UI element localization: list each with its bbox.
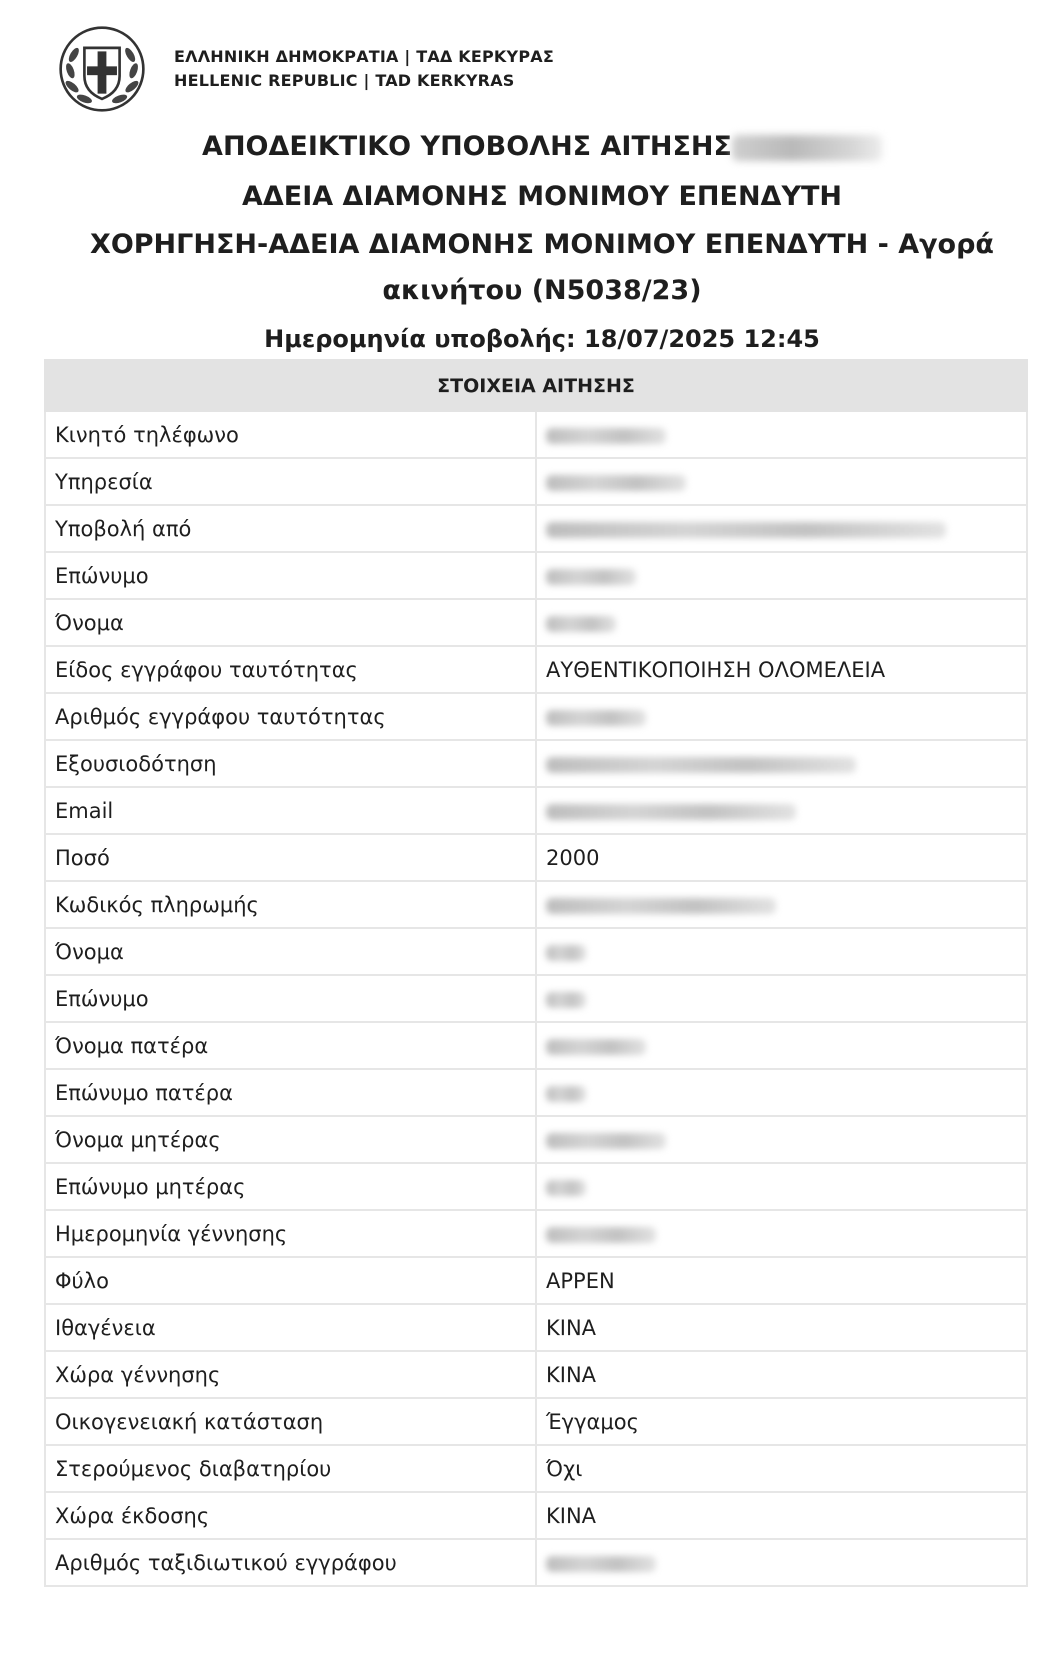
field-label: Επώνυμο (45, 975, 536, 1022)
table-row (45, 881, 1027, 928)
field-value (536, 975, 1027, 1022)
field-label: Υπηρεσία (45, 458, 536, 505)
field-label: Φύλο (45, 1257, 536, 1304)
field-label: Υποβολή από (45, 505, 536, 552)
field-label: Χώρα γέννησης (45, 1351, 536, 1398)
field-label: Στερούμενος διαβατηρίου (45, 1445, 536, 1492)
table-row (45, 505, 1027, 552)
table-row (45, 975, 1027, 1022)
application-details-table (44, 359, 1028, 1587)
field-value (536, 1069, 1027, 1116)
issuing-authority-greek: ΕΛΛΗΝΙΚΗ ΔΗΜΟΚΡΑΤΙΑ | ΤΑΔ ΚΕΡΚΥΡΑΣ (174, 47, 554, 66)
table-row (45, 552, 1027, 599)
field-label: Επώνυμο (45, 552, 536, 599)
redacted-value (546, 428, 666, 444)
field-value: ΑΡΡΕΝ (536, 1257, 1027, 1304)
field-value (536, 693, 1027, 740)
table-row (45, 1398, 1027, 1445)
field-value (536, 740, 1027, 787)
field-value (536, 787, 1027, 834)
document-title-text: ΑΠΟΔΕΙΚΤΙΚΟ ΥΠΟΒΟΛΗΣ ΑΙΤΗΣΗΣ (202, 131, 732, 162)
table-row (45, 599, 1027, 646)
field-label: Όνομα πατέρα (45, 1022, 536, 1069)
redacted-value (546, 898, 776, 914)
redacted-value (546, 1227, 656, 1243)
table-row (45, 1116, 1027, 1163)
field-label: Ημερομηνία γέννησης (45, 1210, 536, 1257)
redacted-value (546, 945, 586, 961)
field-value (536, 928, 1027, 975)
field-label: Οικογενειακή κατάσταση (45, 1398, 536, 1445)
field-value (536, 552, 1027, 599)
permit-subtype: ΧΟΡΗΓΗΣΗ-ΑΔΕΙΑ ΔΙΑΜΟΝΗΣ ΜΟΝΙΜΟΥ ΕΠΕΝΔΥΤΗ - Αγορά ακινήτου (Ν5038/23) (90, 229, 994, 306)
field-value: ΚΙΝΑ (536, 1492, 1027, 1539)
table-row (45, 740, 1027, 787)
redacted-application-number (732, 135, 882, 161)
field-value (536, 1022, 1027, 1069)
table-row (45, 834, 1027, 881)
field-value (536, 505, 1027, 552)
field-value: Έγγαμος (536, 1398, 1027, 1445)
table-row (45, 787, 1027, 834)
field-value (536, 1163, 1027, 1210)
field-label: Όνομα μητέρας (45, 1116, 536, 1163)
field-value: ΚΙΝΑ (536, 1351, 1027, 1398)
field-value: Όχι (536, 1445, 1027, 1492)
redacted-value (546, 1180, 586, 1196)
table-heading: ΣΤΟΙΧΕΙΑ ΑΙΤΗΣΗΣ (45, 360, 1027, 411)
document-titles (60, 122, 1024, 362)
table-row (45, 1257, 1027, 1304)
table-body (45, 411, 1027, 1586)
redacted-value (546, 1133, 666, 1149)
greek-coat-of-arms-icon (58, 25, 146, 113)
field-value (536, 599, 1027, 646)
field-label: Κινητό τηλέφωνο (45, 411, 536, 458)
redacted-value (546, 1039, 646, 1055)
table-row (45, 1022, 1027, 1069)
field-label: Ιθαγένεια (45, 1304, 536, 1351)
document-header (58, 24, 554, 114)
field-label: Όνομα (45, 928, 536, 975)
field-value (536, 881, 1027, 928)
table-row (45, 693, 1027, 740)
field-label: Όνομα (45, 599, 536, 646)
field-value: ΚΙΝΑ (536, 1304, 1027, 1351)
redacted-value (546, 522, 946, 538)
field-value: 2000 (536, 834, 1027, 881)
submission-date: Ημερομηνία υποβολής: 18/07/2025 12:45 (264, 325, 820, 353)
field-value (536, 1210, 1027, 1257)
field-label: Αριθμός εγγράφου ταυτότητας (45, 693, 536, 740)
document-title (60, 122, 1024, 172)
field-label: Ποσό (45, 834, 536, 881)
issuing-authority (174, 45, 554, 93)
field-label: Κωδικός πληρωμής (45, 881, 536, 928)
table-row (45, 1492, 1027, 1539)
table-row (45, 1163, 1027, 1210)
field-value (536, 458, 1027, 505)
table-row (45, 1304, 1027, 1351)
field-label: Επώνυμο πατέρα (45, 1069, 536, 1116)
field-label: Είδος εγγράφου ταυτότητας (45, 646, 536, 693)
table-row (45, 646, 1027, 693)
issuing-authority-english: HELLENIC REPUBLIC | TAD KERKYRAS (174, 71, 515, 90)
field-value (536, 1539, 1027, 1586)
redacted-value (546, 757, 856, 773)
table-row (45, 1539, 1027, 1586)
table-row (45, 1351, 1027, 1398)
field-value (536, 411, 1027, 458)
field-label: Αριθμός ταξιδιωτικού εγγράφου (45, 1539, 536, 1586)
table-row (45, 411, 1027, 458)
redacted-value (546, 616, 616, 632)
field-label: Χώρα έκδοσης (45, 1492, 536, 1539)
table-row (45, 1445, 1027, 1492)
field-label: Email (45, 787, 536, 834)
table-row (45, 928, 1027, 975)
table-row (45, 1069, 1027, 1116)
redacted-value (546, 992, 586, 1008)
redacted-value (546, 804, 796, 820)
redacted-value (546, 569, 636, 585)
field-value: ΑΥΘΕΝΤΙΚΟΠΟΙΗΣΗ ΟΛΟΜΕΛΕΙΑ (536, 646, 1027, 693)
redacted-value (546, 710, 646, 726)
field-label: Επώνυμο μητέρας (45, 1163, 536, 1210)
field-label: Εξουσιοδότηση (45, 740, 536, 787)
redacted-value (546, 1086, 586, 1102)
table-row (45, 1210, 1027, 1257)
redacted-value (546, 1556, 656, 1572)
permit-type: ΑΔΕΙΑ ΔΙΑΜΟΝΗΣ ΜΟΝΙΜΟΥ ΕΠΕΝΔΥΤΗ (241, 181, 843, 212)
table-row (45, 458, 1027, 505)
field-value (536, 1116, 1027, 1163)
redacted-value (546, 475, 686, 491)
